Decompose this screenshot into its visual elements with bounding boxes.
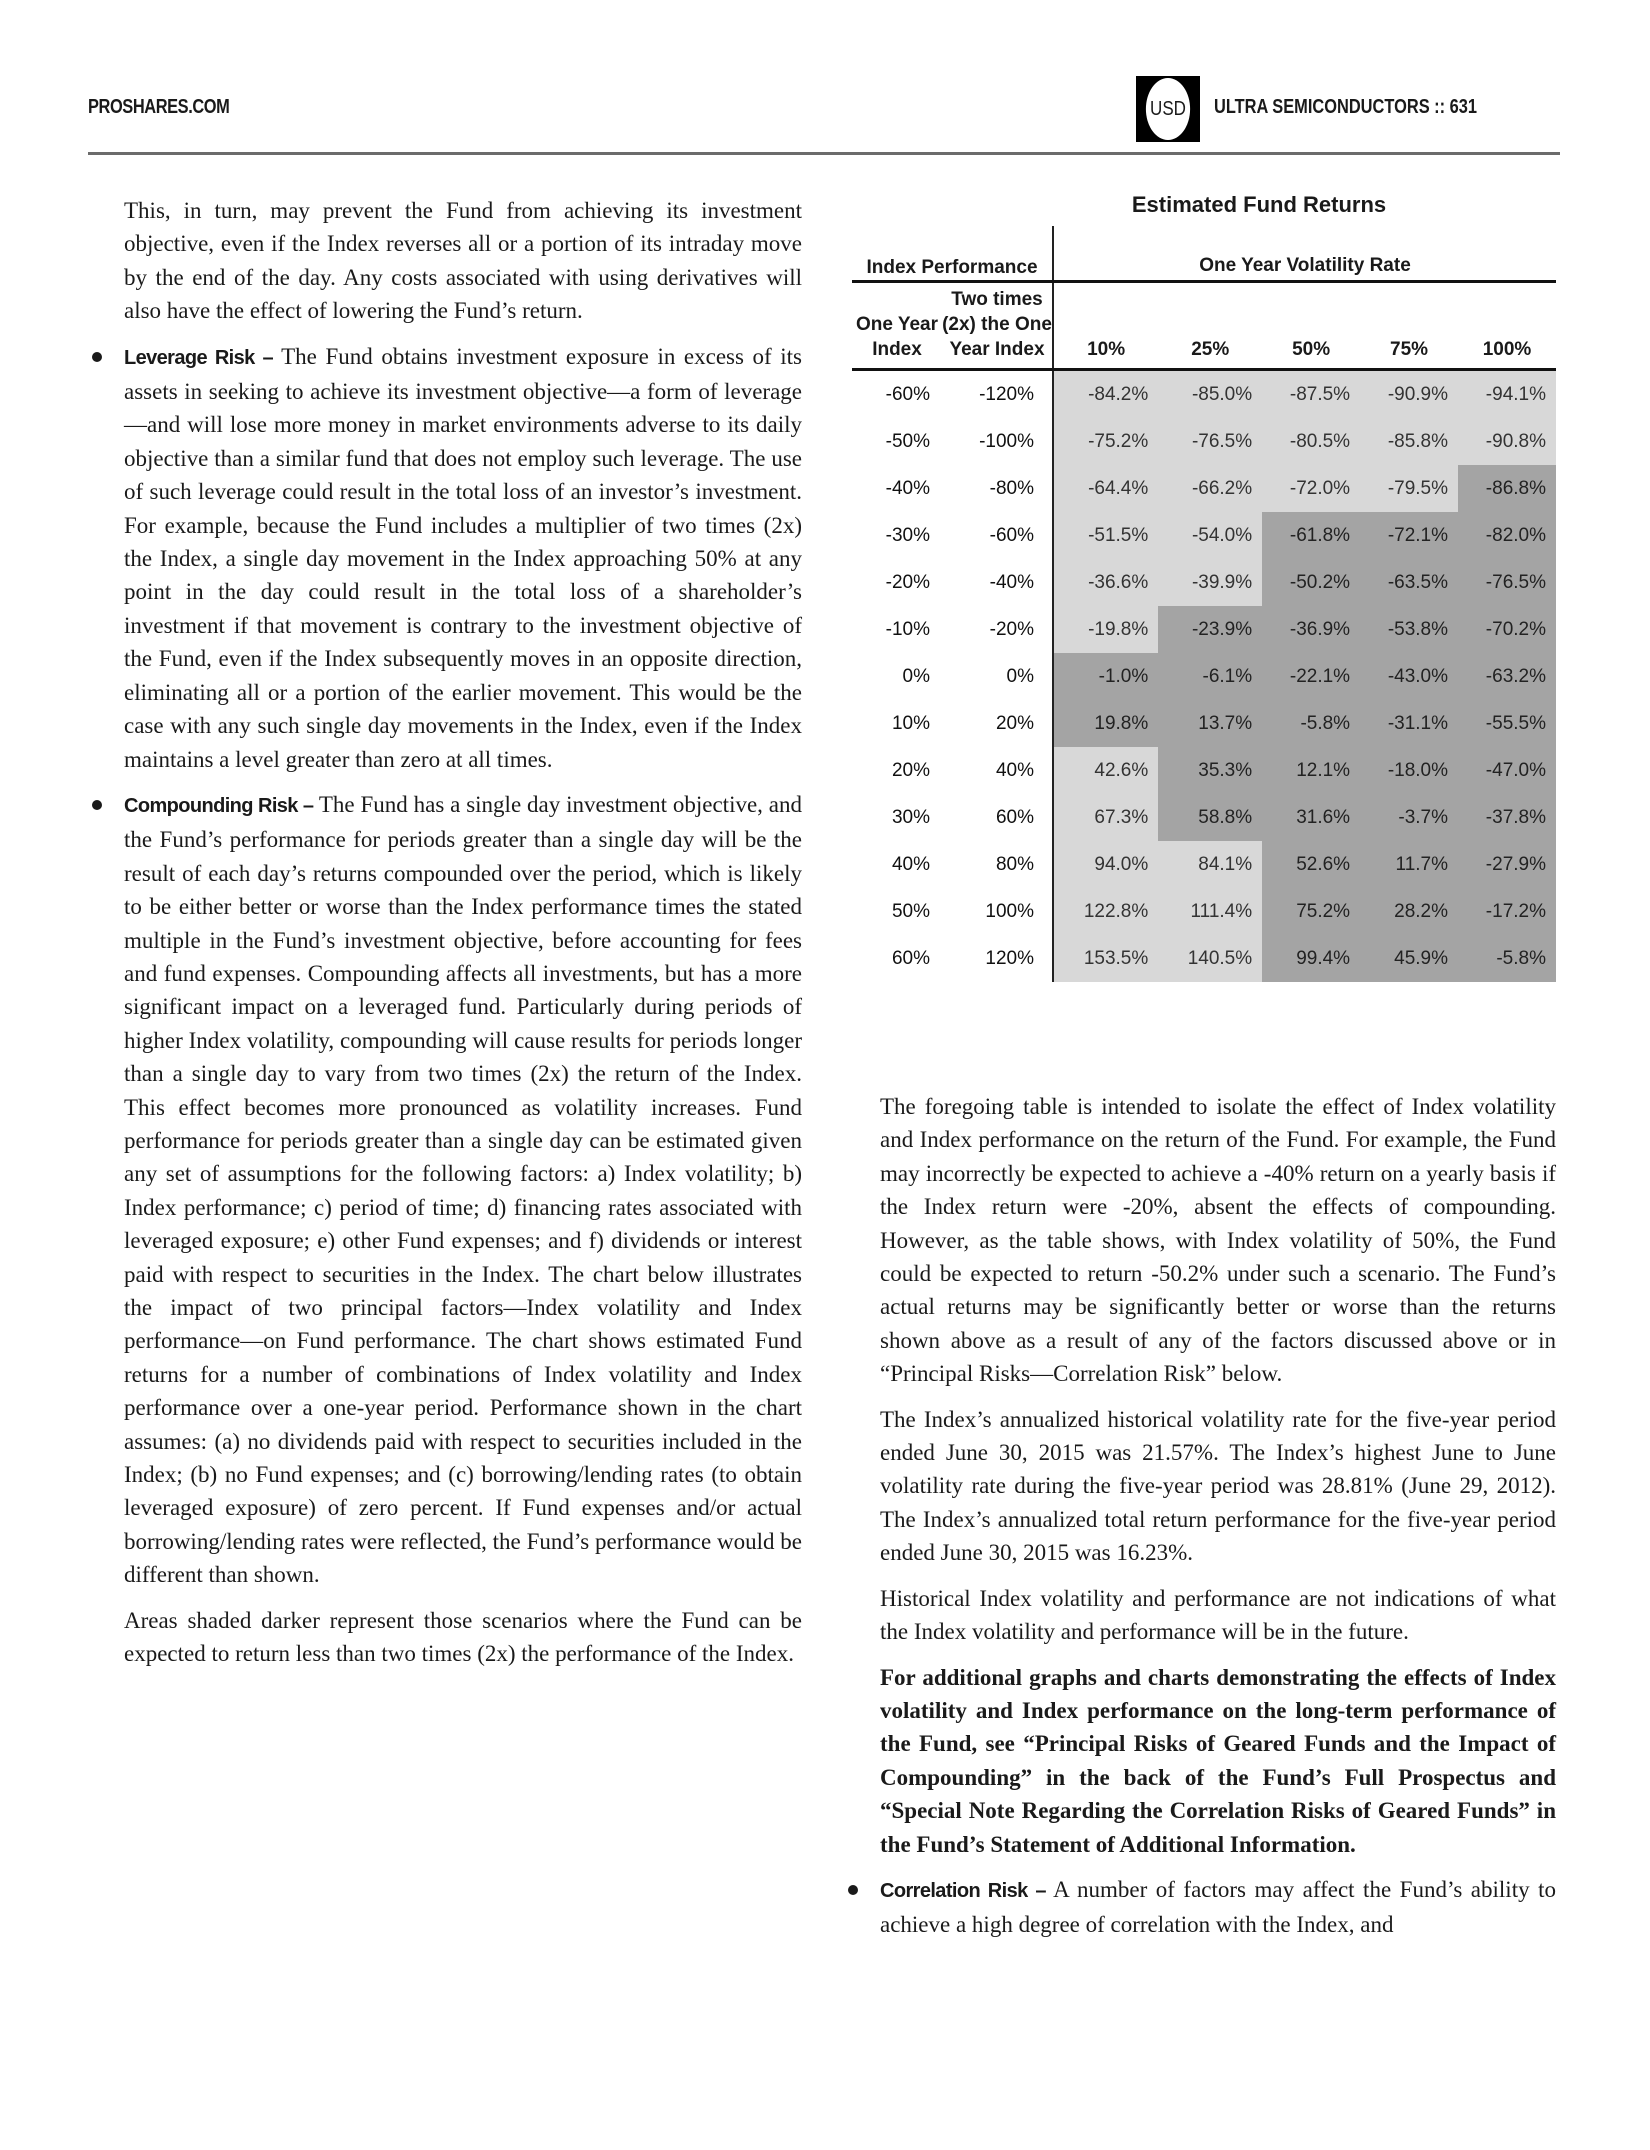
fund-return-cell: -72.0% <box>1262 465 1360 512</box>
table-row <box>852 606 1556 653</box>
fund-return-cell: -75.2% <box>1053 418 1158 465</box>
two-x-return-cell: -20% <box>989 618 1034 640</box>
fund-return-cell: 31.6% <box>1262 794 1360 841</box>
fund-return-cell: -27.9% <box>1458 841 1556 888</box>
fund-return-cell: -31.1% <box>1360 700 1458 747</box>
volatility-rate-header: One Year Volatility Rate <box>1053 226 1556 282</box>
table-row <box>852 512 1556 559</box>
two-x-return-cell: -80% <box>989 477 1034 499</box>
right-column <box>880 1090 1556 1954</box>
historical-paragraph: Historical Index volatility and performance are not indications of what the Index volatility and performance will be in the future. <box>880 1585 1556 1645</box>
fund-return-cell: 140.5% <box>1158 935 1262 982</box>
fund-return-cell: 52.6% <box>1262 841 1360 888</box>
two-x-return-cell: 120% <box>985 947 1034 969</box>
correlation-risk-heading: Correlation Risk – <box>880 1879 1046 1902</box>
fund-return-cell: -61.8% <box>1262 512 1360 559</box>
index-return-cell: 0% <box>902 665 930 687</box>
table-row <box>852 935 1556 982</box>
two-x-return-cell: -120% <box>979 383 1034 405</box>
fund-return-cell: 11.7% <box>1360 841 1458 888</box>
additional-info-paragraph: For additional graphs and charts demonstrating the effects of Index volatility and Index performance on the long-term performance of the Fund, see “Principal Risks of Geared Funds and the Impact of Compounding” in the back of the Fund’s Full Prospectus and “Special Note Regarding the Correlation Risks of Geared Funds” in the Fund’s Statement of Additional Information. <box>880 1664 1556 1857</box>
two-x-return-cell: -40% <box>989 571 1034 593</box>
fund-return-cell: -66.2% <box>1158 465 1262 512</box>
fund-return-cell: -6.1% <box>1158 653 1262 700</box>
index-return-cell: 50% <box>891 900 930 922</box>
fund-return-cell: -5.8% <box>1458 935 1556 982</box>
fund-return-cell: -85.0% <box>1158 370 1262 419</box>
intro-paragraph: This, in turn, may prevent the Fund from achieving its investment objective, even if the Index reverses all or a portion of its intraday move by the end of the day. Any costs associated with using derivatives will also have the effect of lowering the Fund’s return. <box>124 198 802 324</box>
fund-return-cell: -84.2% <box>1053 370 1158 419</box>
vol-header-25: 25% <box>1191 339 1230 360</box>
fund-title: ULTRA SEMICONDUCTORS :: 631 <box>1214 96 1478 118</box>
index-return-cell: -40% <box>885 477 930 499</box>
fund-return-cell: -18.0% <box>1360 747 1458 794</box>
fund-return-cell: -36.6% <box>1053 559 1158 606</box>
fund-return-cell: 111.4% <box>1158 888 1262 935</box>
index-return-cell: 10% <box>891 712 930 734</box>
estimated-fund-returns-table <box>852 190 1556 982</box>
correlation-risk-item <box>880 1873 1556 1942</box>
index-return-cell: 40% <box>891 853 930 875</box>
fund-return-cell: -80.5% <box>1262 418 1360 465</box>
two-x-return-cell: 80% <box>995 853 1034 875</box>
two-x-return-cell: 100% <box>985 900 1034 922</box>
fund-return-cell: -70.2% <box>1458 606 1556 653</box>
table-row <box>852 747 1556 794</box>
fund-return-cell: -5.8% <box>1262 700 1360 747</box>
fund-return-cell: -87.5% <box>1262 370 1360 419</box>
vol-header-50: 50% <box>1292 339 1331 360</box>
volatility-paragraph: The Index’s annualized historical volatility rate for the five-year period ended June 30, 2015 was 21.57%. The Index’s highest June to June volatility rate during the five-year period was 28.81% (June 29, 2012). The Index’s annualized total return performance for the five-year period ended June 30, 2015 was 16.23%. <box>880 1406 1556 1566</box>
two-x-return-cell: -100% <box>979 430 1034 452</box>
fund-return-cell: -17.2% <box>1458 888 1556 935</box>
fund-return-cell: 58.8% <box>1158 794 1262 841</box>
fund-return-cell: -72.1% <box>1360 512 1458 559</box>
vol-header-100: 100% <box>1482 339 1532 360</box>
fund-return-cell: 99.4% <box>1262 935 1360 982</box>
ticker-badge <box>1136 76 1200 142</box>
fund-return-cell: -43.0% <box>1360 653 1458 700</box>
index-return-cell: -50% <box>885 430 930 452</box>
vol-header-10: 10% <box>1053 282 1158 370</box>
index-return-cell: 30% <box>891 806 930 828</box>
leverage-risk-heading: Leverage Risk – <box>124 346 273 369</box>
compounding-risk-text: The Fund has a single day investment objective, and the Fund’s performance for periods greater than a single day will be the result of each day’s returns compounded over the period, which is likely to be either better or worse than the Index performance times the stated multiple in the Fund’s investment objective, before accounting for fees and fund expenses. Compounding affects all investments, but has a more significant impact on a leveraged fund. Particularly during periods of higher Index volatility, compounding will cause results for periods longer than a single day to vary from two times (2x) the return of the Index. This effect becomes more pronounced as volatility increases. Fund performance for periods greater than a single day can be estimated given any set of assumptions for the following factors: a) Index volatility; b) Index performance; c) period of time; d) financing rates associated with leveraged exposure; e) other Fund expenses; and f) dividends or interest paid with respect to securities in the Index. The chart below illustrates the impact of two principal factors—Index volatility and Index performance—on Fund performance. The chart shows estimated Fund returns for a number of combinations of Index volatility and Index performance over a one-year period. Performance shown in the chart assumes: (a) no dividends paid with respect to securities included in the Index; (b) no Fund expenses; and (c) borrowing/lending rates (to obtain leveraged exposure) of zero percent. If Fund expenses and/or actual borrowing/lending rates were reflected, the Fund’s performance would be different than shown. <box>124 791 802 1588</box>
fund-return-cell: -36.9% <box>1262 606 1360 653</box>
index-return-cell: -30% <box>885 524 930 546</box>
table-row <box>852 465 1556 512</box>
leverage-risk-item <box>124 340 802 776</box>
index-return-cell: -10% <box>885 618 930 640</box>
fund-return-cell: -39.9% <box>1158 559 1262 606</box>
table-row <box>852 370 1556 419</box>
fund-return-cell: 13.7% <box>1158 700 1262 747</box>
fund-return-cell: 19.8% <box>1053 700 1158 747</box>
two-x-return-cell: 20% <box>995 712 1034 734</box>
returns-table-body <box>852 370 1556 983</box>
fund-return-cell: -22.1% <box>1262 653 1360 700</box>
fund-return-cell: -90.8% <box>1458 418 1556 465</box>
table-row <box>852 653 1556 700</box>
compounding-risk-item <box>124 788 802 1592</box>
fund-return-cell: -23.9% <box>1158 606 1262 653</box>
fund-return-cell: -1.0% <box>1053 653 1158 700</box>
vol-header-75: 75% <box>1390 339 1429 360</box>
fund-return-cell: -76.5% <box>1458 559 1556 606</box>
two-x-return-cell: 0% <box>1006 665 1034 687</box>
fund-return-cell: -85.8% <box>1360 418 1458 465</box>
index-return-cell: -20% <box>885 571 930 593</box>
fund-return-cell: -50.2% <box>1262 559 1360 606</box>
fund-return-cell: -64.4% <box>1053 465 1158 512</box>
bullet-icon <box>92 352 102 362</box>
fund-return-cell: 122.8% <box>1053 888 1158 935</box>
fund-return-cell: -3.7% <box>1360 794 1458 841</box>
returns-table <box>852 226 1556 982</box>
fund-return-cell: 153.5% <box>1053 935 1158 982</box>
two-x-return-cell: -60% <box>989 524 1034 546</box>
fund-return-cell: 28.2% <box>1360 888 1458 935</box>
index-performance-header: Index Performance <box>866 257 1038 278</box>
correlation-risk-text: A number of factors may affect the Fund’s ability to achieve a high degree of correlation with the Index, and <box>880 1876 1556 1938</box>
fund-return-cell: -94.1% <box>1458 370 1556 419</box>
one-year-index-header: One Year Index <box>855 314 939 360</box>
table-title: Estimated Fund Returns <box>1131 192 1387 217</box>
fund-return-cell: 67.3% <box>1053 794 1158 841</box>
table-row <box>852 794 1556 841</box>
two-x-return-cell: 60% <box>995 806 1034 828</box>
fund-return-cell: -53.8% <box>1360 606 1458 653</box>
table-row <box>852 700 1556 747</box>
fund-return-cell: -37.8% <box>1458 794 1556 841</box>
table-row <box>852 888 1556 935</box>
fund-return-cell: 94.0% <box>1053 841 1158 888</box>
fund-return-cell: -63.2% <box>1458 653 1556 700</box>
fund-return-cell: 45.9% <box>1360 935 1458 982</box>
fund-return-cell: -55.5% <box>1458 700 1556 747</box>
fund-return-cell: -47.0% <box>1458 747 1556 794</box>
bullet-icon <box>92 800 102 810</box>
fund-return-cell: -51.5% <box>1053 512 1158 559</box>
fund-return-cell: -86.8% <box>1458 465 1556 512</box>
ticker-badge-label: USD <box>1146 78 1190 140</box>
index-return-cell: 60% <box>891 947 930 969</box>
table-row <box>852 841 1556 888</box>
foregoing-paragraph: The foregoing table is intended to isolate the effect of Index volatility and Index performance on the return of the Fund. For example, the Fund may incorrectly be expected to achieve a -40% return on a yearly basis if the Index return were -20%, absent the effects of compounding. However, as the table shows, with Index volatility of 50%, the Fund could be expected to return -50.2% under such a scenario. The Fund’s actual returns may be significantly better or worse than the returns shown above as a result of any of the factors discussed above or in “Principal Risks—Correlation Risk” below. <box>880 1094 1556 1387</box>
fund-return-cell: -19.8% <box>1053 606 1158 653</box>
fund-return-cell: -54.0% <box>1158 512 1262 559</box>
table-row <box>852 418 1556 465</box>
two-x-index-header: Two times (2x) the One Year Index <box>942 289 1052 360</box>
header-divider <box>88 152 1560 155</box>
table-row <box>852 559 1556 606</box>
fund-return-cell: 75.2% <box>1262 888 1360 935</box>
fund-return-cell: 12.1% <box>1262 747 1360 794</box>
fund-return-cell: -63.5% <box>1360 559 1458 606</box>
index-return-cell: 20% <box>891 759 930 781</box>
index-return-cell: -60% <box>885 383 930 405</box>
fund-return-cell: -79.5% <box>1360 465 1458 512</box>
shading-note: Areas shaded darker represent those scenarios where the Fund can be expected to return less than two times (2x) the performance of the Index. <box>124 1607 802 1667</box>
left-column <box>124 194 802 1682</box>
leverage-risk-text: The Fund obtains investment exposure in excess of its assets in seeking to achieve its investment objective—a form of leverage—and will lose more money in market environments adverse to its daily objective than a similar fund that does not employ such leverage. The use of such leverage could result in the total loss of an investor’s investment. For example, because the Fund includes a multiplier of two times (2x) the Index, a single day movement in the Index approaching 50% at any point in the day could result in the total loss of a shareholder’s investment if that movement is contrary to the investment objective of the Fund, even if the Index subsequently moves in an opposite direction, eliminating all or a portion of the earlier movement. This would be the case with any such single day movements in the Index, even if the Index maintains a level greater than zero at all times. <box>124 343 802 772</box>
fund-return-cell: -82.0% <box>1458 512 1556 559</box>
bullet-icon <box>848 1885 858 1895</box>
two-x-return-cell: 40% <box>995 759 1034 781</box>
page-header <box>88 76 1560 156</box>
fund-return-cell: 42.6% <box>1053 747 1158 794</box>
fund-return-cell: -76.5% <box>1158 418 1262 465</box>
compounding-risk-heading: Compounding Risk – <box>124 794 314 817</box>
fund-return-cell: 35.3% <box>1158 747 1262 794</box>
fund-return-cell: 84.1% <box>1158 841 1262 888</box>
site-name: PROSHARES.COM <box>88 96 230 118</box>
fund-return-cell: -90.9% <box>1360 370 1458 419</box>
